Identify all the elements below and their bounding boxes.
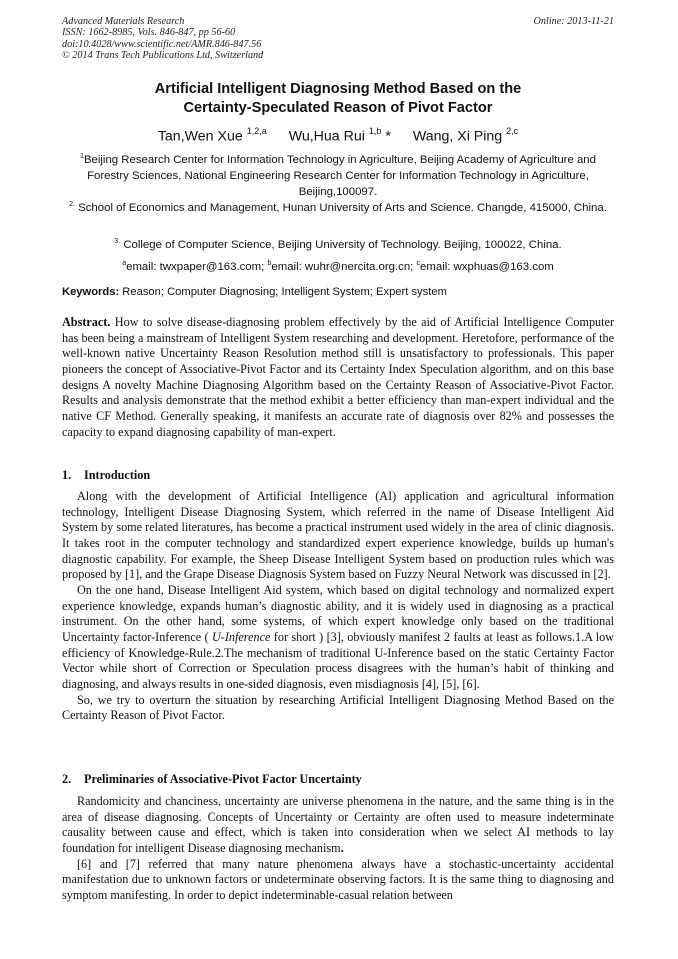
email-line	[62, 256, 614, 276]
affiliation-text: College of Computer Science, Beijing University of Technology. Beijing, 100022, China.	[123, 239, 562, 251]
keywords	[62, 285, 614, 300]
section-1-body	[62, 489, 614, 724]
email-c[interactable]: email: wxphuas@163.com	[420, 261, 554, 273]
paragraph-text: Randomicity and chanciness, uncertainty are universe phenomena in the nature, and the same thing is in the area of disease diagnosing. Concepts of Uncertainty or Certainty are often used to measure indeterminate causality between cause and effect, which is taken into consideration when we select AI methods to lay foundation for intelligent Disease diagnosing mechanism	[62, 794, 614, 855]
author-name: Wang, Xi Ping	[412, 128, 503, 145]
copyright-line: © 2014 Trans Tech Publications Ltd, Switzerland	[62, 50, 264, 62]
paragraph-text: On the one hand, Disease Intelligent Aid system, which based on digital technology and normalized expert experience knowledge, expands human’s diagnostic ability, and it is widely used in diagnosing as a practical instrument. On the other hand, some systems, of which expert knowledge only based on the traditional Uncertainty factor-Inference (	[62, 582, 614, 644]
online-date: Online: 2013-11-21	[533, 16, 614, 27]
emphasis-term: U-Inference	[211, 629, 271, 644]
keywords-label: Keywords:	[62, 286, 120, 298]
doi-line: doi:10.4028/www.scientific.net/AMR.846-847.56	[62, 38, 262, 50]
paragraph-text: for short ) [3], obviously manifest 2 faults at least as follows.1.A low efficiency of Knowledge-Rule.2.The mechanism of traditional U-Inference based on the static Certainty Factor Vector while short of Correction or Speculation process disagrees with the human’s habit of thinking and diagnosing, and always results in one-sided diagnosis, even misdiagnosis [4], [5], [6].	[62, 629, 614, 691]
author-name: Tan,Wen Xue	[157, 128, 243, 145]
section-title: Introduction	[84, 468, 151, 482]
section-1-heading	[62, 468, 150, 483]
author-name: Wu,Hua Rui	[288, 128, 365, 145]
affiliation-number: 1	[80, 153, 84, 160]
affiliation-2	[62, 197, 614, 217]
journal-header	[62, 16, 263, 62]
paragraph: Along with the development of Artificial Intelligence (AI) application and agricultural information technology, Intelligent Disease Diagnosing System, which referred in the name of Disease Intelligent Aid System by some related literatures, has become a practical instrument used widely in the area of clinic diagnosis. It takes root in the computer technology and standardized expert experience knowledge, builds up human's diagnostic capability. For example, the Sheep Disease Intelligent System based on production rules which was proposed by [1], and the Grape Disease Diagnosis System based on Fuzzy Neural Network was discussed in [2].	[62, 489, 614, 582]
affiliation-1	[62, 149, 614, 200]
affiliation-text: School of Economics and Management, Hunan University of Arts and Science. Changde, 415000, China.	[78, 202, 607, 214]
paragraph	[62, 583, 614, 693]
author-affiliation-mark: 1,2,a	[246, 126, 267, 136]
author-affiliation-mark: 2,c	[506, 126, 519, 136]
paragraph	[62, 794, 614, 857]
affiliation-text: Beijing Research Center for Information Technology in Agriculture, Beijing Academy of Agriculture and Forestry Sciences, National Engineering Research Center for Information Technology in Agriculture, Beijing,100097.	[83, 154, 596, 198]
paragraph: [6] and [7] referred that many nature phenomena always have a stochastic-uncertainty accidental manifestation due to unknown factors or undeterminate observing factors. It is the same thing to diagnosing and symptom manifesting. In order to depict indeterminable-casual relation between	[62, 856, 614, 902]
author-affiliation-mark: 1,b	[368, 126, 382, 136]
keywords-text: Reason; Computer Diagnosing; Intelligent System; Expert system	[119, 286, 447, 298]
paragraph-end-mark: .	[340, 840, 344, 855]
author-list	[62, 123, 614, 146]
section-title: Preliminaries of Associative-Pivot Factor Uncertainty	[84, 772, 362, 786]
corresponding-author-mark: *	[385, 128, 391, 145]
paper-title	[62, 80, 614, 118]
section-2-body	[62, 794, 614, 904]
affiliation-number: 2.	[69, 201, 75, 208]
title-line-1: Artificial Intelligent Diagnosing Method Based on the	[154, 81, 522, 97]
paragraph: So, we try to overturn the situation by researching Artificial Intelligent Diagnosing Method Based on the Certainty Reason of Pivot Factor.	[62, 692, 614, 723]
affiliation-number: 3.	[114, 238, 121, 245]
abstract	[62, 315, 614, 440]
abstract-text: How to solve disease-diagnosing problem effectively by the aid of Artificial Intelligence Computer has been being a mainstream of Intelligent System researching and development. Heretofore, performance of the well-known native Uncertainty Reason Resolution method still is unsatisfactory to professionals. This paper pioneers the concept of Associative-Pivot Factor and its Certainty Index Speculation algorithm, and on this base designs A novelty Machine Diagnosing Algorithm based on the Certainty Reason of Associative-Pivot Factor. Results and analysis demonstrate that the method exhibit a better efficiency than man-expert individual and the native CF Method. Generally speaking, it manifests an accurate rate of diagnosis over 82% and possesses the capacity to expand diagnosing capability of man-expert.	[62, 315, 614, 439]
affiliation-3	[62, 234, 614, 254]
journal-name: Advanced Materials Research	[62, 16, 185, 27]
section-number: 1.	[62, 468, 72, 482]
section-number: 2.	[62, 772, 72, 786]
title-line-2: Certainty-Speculated Reason of Pivot Factor	[183, 100, 493, 116]
email-b[interactable]: email: wuhr@nercita.org.cn;	[271, 261, 417, 273]
issn-line: ISSN: 1662-8985, Vols. 846-847, pp 56-60	[62, 27, 236, 39]
email-a[interactable]: email: twxpaper@163.com;	[126, 261, 268, 273]
email-mark: a	[122, 260, 127, 267]
abstract-label: Abstract.	[62, 315, 111, 329]
email-mark: c	[416, 260, 421, 267]
section-2-heading	[62, 772, 362, 787]
email-mark: b	[267, 260, 272, 267]
